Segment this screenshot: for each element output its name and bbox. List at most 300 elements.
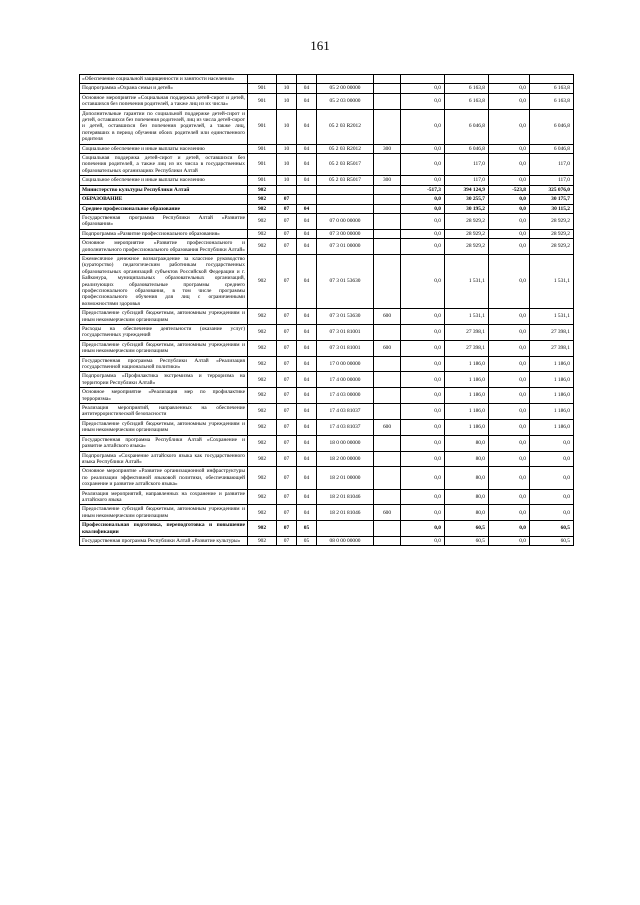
row-value-2-cell: 80,0 [445, 467, 489, 489]
row-subsection-cell: 04 [297, 309, 317, 325]
row-ved-cell: 902 [248, 340, 277, 356]
row-value-3-cell: 0,0 [489, 229, 530, 238]
table-row [80, 229, 574, 238]
row-name-cell: Предоставление субсидий бюджетным, автономным учреждениям и иным некоммерческим организациям [80, 309, 248, 325]
row-ved-cell [248, 75, 277, 84]
row-expense-type-cell [374, 435, 401, 451]
row-value-4-cell: 325 076,0 [530, 185, 574, 194]
row-subsection-cell: 04 [297, 435, 317, 451]
row-name-cell: Подпрограмма «Охрана семьи и детей» [80, 84, 248, 93]
table-body [80, 75, 574, 546]
row-target-article-cell: 18 2 00 00000 [317, 451, 374, 467]
row-subsection-cell: 04 [297, 325, 317, 341]
row-value-2-cell: 1 531,1 [445, 254, 489, 308]
row-target-article-cell: 07 3 01 53630 [317, 254, 374, 308]
row-target-article-cell: 07 3 01 53630 [317, 309, 374, 325]
row-value-3-cell: 0,0 [489, 451, 530, 467]
row-name-cell: Государственная программа Республики Алтай «Сохранение и развитие алтайского языка» [80, 435, 248, 451]
table-row [80, 84, 574, 93]
row-name-cell: Реализация мероприятий, направленных на обеспечение антитеррористической безопасности [80, 404, 248, 420]
row-value-1-cell: 0,0 [401, 195, 445, 204]
row-expense-type-cell: 600 [374, 505, 401, 521]
table-row [80, 254, 574, 308]
row-expense-type-cell [374, 404, 401, 420]
row-ved-cell: 902 [248, 536, 277, 545]
row-name-cell: Расходы на обеспечение деятельности (оказание услуг) государственных учреждений [80, 325, 248, 341]
row-subsection-cell: 05 [297, 536, 317, 545]
row-value-2-cell: 6 163,8 [445, 84, 489, 93]
row-section-cell: 07 [277, 213, 297, 229]
row-value-1-cell: 0,0 [401, 213, 445, 229]
row-subsection-cell: 04 [297, 254, 317, 308]
row-value-3-cell: 0,0 [489, 176, 530, 185]
row-value-1-cell: 0,0 [401, 93, 445, 109]
row-value-1-cell [401, 75, 445, 84]
row-section-cell: 10 [277, 93, 297, 109]
row-name-cell: Государственная программа Республики Алтай «Реализация государственной национальной политики» [80, 356, 248, 372]
row-ved-cell: 902 [248, 372, 277, 388]
row-expense-type-cell [374, 536, 401, 545]
table-row [80, 325, 574, 341]
row-value-2-cell: 30 255,7 [445, 195, 489, 204]
row-value-3-cell: 0,0 [489, 144, 530, 153]
row-ved-cell: 902 [248, 521, 277, 537]
table-row [80, 109, 574, 144]
row-section-cell: 07 [277, 451, 297, 467]
row-expense-type-cell: 600 [374, 419, 401, 435]
row-ved-cell: 902 [248, 467, 277, 489]
row-name-cell: Социальное обеспечение и иные выплаты населению [80, 144, 248, 153]
row-subsection-cell: 04 [297, 144, 317, 153]
row-value-1-cell: 0,0 [401, 435, 445, 451]
row-value-3-cell: 0,0 [489, 388, 530, 404]
row-value-3-cell: 0,0 [489, 521, 530, 537]
row-value-3-cell: 0,0 [489, 254, 530, 308]
row-ved-cell: 902 [248, 419, 277, 435]
row-value-3-cell: 0,0 [489, 154, 530, 176]
row-ved-cell: 902 [248, 435, 277, 451]
row-value-1-cell: 0,0 [401, 489, 445, 505]
row-section-cell: 07 [277, 340, 297, 356]
row-value-4-cell: 6 046,8 [530, 109, 574, 144]
row-value-3-cell: 0,0 [489, 435, 530, 451]
row-expense-type-cell [374, 195, 401, 204]
row-expense-type-cell [374, 372, 401, 388]
row-value-4-cell: 6 046,8 [530, 144, 574, 153]
row-ved-cell: 902 [248, 213, 277, 229]
table-row [80, 75, 574, 84]
row-ved-cell: 902 [248, 185, 277, 194]
row-subsection-cell: 04 [297, 229, 317, 238]
row-expense-type-cell: 600 [374, 309, 401, 325]
row-value-2-cell: 27 398,1 [445, 325, 489, 341]
row-subsection-cell: 04 [297, 213, 317, 229]
row-expense-type-cell [374, 489, 401, 505]
row-name-cell: «Обеспечение социальной защищенности и занятости населения» [80, 75, 248, 84]
row-value-1-cell: 0,0 [401, 84, 445, 93]
row-value-2-cell: 28 929,2 [445, 239, 489, 255]
row-target-article-cell [317, 521, 374, 537]
row-expense-type-cell [374, 93, 401, 109]
row-value-2-cell: 60,5 [445, 521, 489, 537]
row-subsection-cell: 04 [297, 176, 317, 185]
row-value-1-cell: 0,0 [401, 229, 445, 238]
row-target-article-cell: 18 2 01 00000 [317, 467, 374, 489]
row-subsection-cell: 04 [297, 154, 317, 176]
row-name-cell: Предоставление субсидий бюджетным, автономным учреждениям и иным некоммерческим организациям [80, 505, 248, 521]
row-expense-type-cell [374, 229, 401, 238]
row-value-4-cell: 1 186,0 [530, 372, 574, 388]
row-section-cell: 07 [277, 254, 297, 308]
table-row [80, 435, 574, 451]
table-row [80, 239, 574, 255]
row-expense-type-cell [374, 467, 401, 489]
row-value-1-cell: 0,0 [401, 451, 445, 467]
row-value-4-cell: 28 929,2 [530, 213, 574, 229]
row-value-2-cell: 80,0 [445, 451, 489, 467]
row-subsection-cell [297, 185, 317, 194]
row-value-3-cell: 0,0 [489, 536, 530, 545]
row-section-cell: 07 [277, 325, 297, 341]
row-ved-cell: 901 [248, 144, 277, 153]
row-target-article-cell: 17 4 03 00000 [317, 388, 374, 404]
row-name-cell: ОБРАЗОВАНИЕ [80, 195, 248, 204]
row-name-cell: Среднее профессиональное образование [80, 204, 248, 213]
row-value-4-cell: 6 163,8 [530, 84, 574, 93]
row-expense-type-cell [374, 239, 401, 255]
row-value-2-cell: 6 163,8 [445, 93, 489, 109]
row-value-1-cell: 0,0 [401, 109, 445, 144]
row-value-2-cell [445, 75, 489, 84]
row-value-2-cell: 1 186,0 [445, 372, 489, 388]
row-section-cell: 10 [277, 109, 297, 144]
row-target-article-cell: 17 4 03 81037 [317, 404, 374, 420]
row-value-2-cell: 30 195,2 [445, 204, 489, 213]
row-ved-cell: 902 [248, 489, 277, 505]
table-row [80, 176, 574, 185]
row-ved-cell: 901 [248, 84, 277, 93]
row-subsection-cell: 04 [297, 204, 317, 213]
row-value-4-cell: 0,0 [530, 467, 574, 489]
row-value-4-cell: 0,0 [530, 489, 574, 505]
table-row [80, 489, 574, 505]
row-expense-type-cell: 600 [374, 340, 401, 356]
row-value-1-cell: 0,0 [401, 325, 445, 341]
row-ved-cell: 902 [248, 388, 277, 404]
row-target-article-cell: 05 2 03 R5017 [317, 176, 374, 185]
row-target-article-cell: 05 2 03 00000 [317, 93, 374, 109]
row-ved-cell: 901 [248, 176, 277, 185]
row-value-1-cell: 0,0 [401, 404, 445, 420]
row-name-cell: Реализация мероприятий, направленных на сохранение и развитие алтайского языка [80, 489, 248, 505]
row-value-1-cell: 0,0 [401, 388, 445, 404]
table-row [80, 521, 574, 537]
row-name-cell: Основное мероприятие «Реализация мер по профилактике терроризма» [80, 388, 248, 404]
row-section-cell: 07 [277, 435, 297, 451]
row-section-cell: 07 [277, 195, 297, 204]
budget-table [79, 74, 574, 546]
row-target-article-cell: 17 0 00 00000 [317, 356, 374, 372]
row-value-1-cell: 0,0 [401, 536, 445, 545]
row-target-article-cell [317, 204, 374, 213]
row-expense-type-cell [374, 154, 401, 176]
row-section-cell: 07 [277, 536, 297, 545]
row-value-2-cell: 1 531,1 [445, 309, 489, 325]
row-target-article-cell: 05 2 03 R5017 [317, 154, 374, 176]
row-value-1-cell: 0,0 [401, 154, 445, 176]
table-row [80, 195, 574, 204]
row-value-2-cell: 80,0 [445, 505, 489, 521]
row-value-4-cell: 28 929,2 [530, 239, 574, 255]
row-value-2-cell: 28 929,2 [445, 229, 489, 238]
row-target-article-cell: 18 2 01 81046 [317, 505, 374, 521]
row-name-cell: Государственная программа Республики Алтай «Развитие образования» [80, 213, 248, 229]
row-section-cell: 07 [277, 229, 297, 238]
row-section-cell: 10 [277, 176, 297, 185]
row-name-cell: Подпрограмма «Сохранение алтайского языка как государственного языка Республики Алтай» [80, 451, 248, 467]
table-row [80, 419, 574, 435]
row-expense-type-cell [374, 254, 401, 308]
row-value-4-cell: 28 929,2 [530, 229, 574, 238]
row-value-3-cell: 0,0 [489, 419, 530, 435]
row-ved-cell: 902 [248, 309, 277, 325]
row-value-1-cell: 0,0 [401, 521, 445, 537]
row-value-2-cell: 117,0 [445, 176, 489, 185]
row-section-cell [277, 75, 297, 84]
row-value-3-cell: 0,0 [489, 204, 530, 213]
table-row [80, 93, 574, 109]
table-row [80, 404, 574, 420]
row-target-article-cell: 05 2 00 00000 [317, 84, 374, 93]
row-value-2-cell: 6 046,8 [445, 144, 489, 153]
row-value-3-cell: 0,0 [489, 93, 530, 109]
row-value-2-cell: 1 186,0 [445, 356, 489, 372]
row-section-cell: 07 [277, 356, 297, 372]
row-expense-type-cell [374, 109, 401, 144]
row-section-cell: 07 [277, 372, 297, 388]
row-subsection-cell: 04 [297, 109, 317, 144]
row-value-2-cell: 1 186,0 [445, 388, 489, 404]
row-value-3-cell: 0,0 [489, 109, 530, 144]
row-section-cell: 07 [277, 467, 297, 489]
row-name-cell: Социальное обеспечение и иные выплаты населению [80, 176, 248, 185]
row-value-3-cell: 0,0 [489, 467, 530, 489]
row-value-3-cell: 0,0 [489, 340, 530, 356]
row-subsection-cell: 04 [297, 419, 317, 435]
row-ved-cell: 902 [248, 239, 277, 255]
row-value-3-cell: 0,0 [489, 239, 530, 255]
row-value-2-cell: 80,0 [445, 489, 489, 505]
row-value-2-cell: 6 046,8 [445, 109, 489, 144]
row-expense-type-cell [374, 204, 401, 213]
row-value-3-cell: 0,0 [489, 372, 530, 388]
row-name-cell: Основное мероприятие «Социальная поддержка детей-сирот и детей, оставшихся без попечения родителей, а также лиц из их числа» [80, 93, 248, 109]
row-expense-type-cell [374, 75, 401, 84]
row-name-cell: Основное мероприятие «Развитие организационной инфраструктуры по реализации эффективной языковой политики, обеспечивающей сохранение и развитие алтайского языка» [80, 467, 248, 489]
table-row [80, 213, 574, 229]
row-section-cell: 07 [277, 204, 297, 213]
row-value-4-cell: 117,0 [530, 154, 574, 176]
row-value-4-cell: 1 186,0 [530, 419, 574, 435]
row-target-article-cell [317, 195, 374, 204]
row-value-4-cell: 0,0 [530, 435, 574, 451]
row-value-2-cell: 1 186,0 [445, 404, 489, 420]
row-target-article-cell: 07 3 01 81001 [317, 340, 374, 356]
row-subsection-cell [297, 195, 317, 204]
row-target-article-cell: 05 2 03 R2012 [317, 144, 374, 153]
row-section-cell: 07 [277, 239, 297, 255]
row-ved-cell: 902 [248, 404, 277, 420]
row-value-1-cell: 0,0 [401, 340, 445, 356]
row-subsection-cell: 05 [297, 521, 317, 537]
row-value-4-cell: 60,5 [530, 536, 574, 545]
row-section-cell: 07 [277, 309, 297, 325]
row-value-1-cell: 0,0 [401, 239, 445, 255]
row-name-cell: Основное мероприятие «Развитие профессионального и дополнительного профессионального образования Республики Алтай» [80, 239, 248, 255]
row-name-cell: Дополнительные гарантии по социальной поддержке детей-сирот и детей, оставшихся без попечения родителей, лиц из числа детей-сирот и детей, оставшихся без попечения родителей, а также лиц, потерявших в период обучения обоих родителей или единственного родителя [80, 109, 248, 144]
row-value-2-cell: 117,0 [445, 154, 489, 176]
row-name-cell: Государственная программа Республики Алтай «Развитие культуры» [80, 536, 248, 545]
row-name-cell: Профессиональная подготовка, переподготовка и повышение квалификации [80, 521, 248, 537]
row-name-cell: Ежемесячное денежное вознаграждение за классное руководство (кураторство) педагогическим работникам государственных образовательных организаций субъектов Российской Федерации и г. Байконура, муниципальных образовательных организаций, реализующих образовательные программы среднего профессионального образования, в том числе программы профессионального обучения для лиц с ограниченными возможностями здоровья [80, 254, 248, 308]
row-value-4-cell: 30 175,7 [530, 195, 574, 204]
row-value-4-cell: 0,0 [530, 505, 574, 521]
row-expense-type-cell [374, 356, 401, 372]
row-expense-type-cell [374, 451, 401, 467]
page-number: 161 [310, 38, 330, 53]
row-value-1-cell: 0,0 [401, 467, 445, 489]
table-row [80, 372, 574, 388]
row-target-article-cell: 05 2 03 R2012 [317, 109, 374, 144]
row-value-4-cell: 27 398,1 [530, 325, 574, 341]
row-value-1-cell: 0,0 [401, 204, 445, 213]
row-value-1-cell: 0,0 [401, 419, 445, 435]
row-value-3-cell: 0,0 [489, 213, 530, 229]
row-ved-cell: 901 [248, 154, 277, 176]
row-section-cell: 07 [277, 521, 297, 537]
row-section-cell: 10 [277, 84, 297, 93]
row-ved-cell: 902 [248, 505, 277, 521]
row-name-cell: Предоставление субсидий бюджетным, автономным учреждениям и иным некоммерческим организациям [80, 419, 248, 435]
row-expense-type-cell: 300 [374, 176, 401, 185]
row-value-4-cell: 1 186,0 [530, 388, 574, 404]
row-ved-cell: 902 [248, 325, 277, 341]
row-value-2-cell: 60,5 [445, 536, 489, 545]
table-row [80, 309, 574, 325]
row-value-1-cell: -517,3 [401, 185, 445, 194]
row-expense-type-cell [374, 325, 401, 341]
table-row [80, 388, 574, 404]
row-section-cell: 10 [277, 154, 297, 176]
table-row [80, 451, 574, 467]
row-ved-cell: 902 [248, 254, 277, 308]
row-ved-cell: 902 [248, 195, 277, 204]
row-value-4-cell: 1 531,1 [530, 254, 574, 308]
row-value-1-cell: 0,0 [401, 254, 445, 308]
row-name-cell: Предоставление субсидий бюджетным, автономным учреждениям и иным некоммерческим организациям [80, 340, 248, 356]
row-ved-cell: 902 [248, 451, 277, 467]
row-value-1-cell: 0,0 [401, 372, 445, 388]
row-subsection-cell: 04 [297, 93, 317, 109]
row-subsection-cell: 04 [297, 239, 317, 255]
row-subsection-cell [297, 75, 317, 84]
row-value-3-cell: 0,0 [489, 404, 530, 420]
row-value-3-cell: 0,0 [489, 309, 530, 325]
row-ved-cell: 901 [248, 109, 277, 144]
row-target-article-cell: 08 0 00 00000 [317, 536, 374, 545]
row-target-article-cell: 07 3 01 00000 [317, 239, 374, 255]
row-expense-type-cell [374, 388, 401, 404]
row-expense-type-cell [374, 213, 401, 229]
table-row [80, 154, 574, 176]
row-value-2-cell: 394 124,9 [445, 185, 489, 194]
row-value-4-cell: 117,0 [530, 176, 574, 185]
row-section-cell [277, 185, 297, 194]
row-target-article-cell: 07 3 00 00000 [317, 229, 374, 238]
row-value-2-cell: 27 398,1 [445, 340, 489, 356]
row-ved-cell: 901 [248, 93, 277, 109]
row-value-4-cell: 6 163,8 [530, 93, 574, 109]
row-target-article-cell: 07 0 00 00000 [317, 213, 374, 229]
row-value-4-cell: 1 186,0 [530, 356, 574, 372]
row-expense-type-cell: 300 [374, 144, 401, 153]
row-ved-cell: 902 [248, 356, 277, 372]
row-subsection-cell: 04 [297, 505, 317, 521]
row-subsection-cell: 04 [297, 404, 317, 420]
row-target-article-cell: 18 2 01 81046 [317, 489, 374, 505]
row-value-3-cell: 0,0 [489, 356, 530, 372]
row-value-4-cell: 27 398,1 [530, 340, 574, 356]
row-value-4-cell: 0,0 [530, 451, 574, 467]
row-value-3-cell: 0,0 [489, 195, 530, 204]
row-value-2-cell: 1 186,0 [445, 419, 489, 435]
row-value-4-cell [530, 75, 574, 84]
row-target-article-cell: 17 4 00 00000 [317, 372, 374, 388]
row-value-4-cell: 30 115,2 [530, 204, 574, 213]
row-subsection-cell: 04 [297, 356, 317, 372]
row-subsection-cell: 04 [297, 372, 317, 388]
row-value-3-cell [489, 75, 530, 84]
row-expense-type-cell [374, 185, 401, 194]
row-ved-cell: 902 [248, 204, 277, 213]
row-section-cell: 07 [277, 505, 297, 521]
row-name-cell: Подпрограмма «Развитие профессионального образования» [80, 229, 248, 238]
row-subsection-cell: 04 [297, 467, 317, 489]
row-subsection-cell: 04 [297, 84, 317, 93]
table-row [80, 505, 574, 521]
row-target-article-cell: 17 4 03 81037 [317, 419, 374, 435]
row-expense-type-cell [374, 84, 401, 93]
row-target-article-cell [317, 185, 374, 194]
row-section-cell: 10 [277, 144, 297, 153]
table-row [80, 204, 574, 213]
row-section-cell: 07 [277, 489, 297, 505]
row-name-cell: Подпрограмма «Профилактика экстремизма и терроризма на территории Республики Алтай» [80, 372, 248, 388]
row-value-1-cell: 0,0 [401, 176, 445, 185]
row-value-1-cell: 0,0 [401, 144, 445, 153]
row-value-3-cell: 0,0 [489, 325, 530, 341]
row-value-3-cell: -523,8 [489, 185, 530, 194]
row-expense-type-cell [374, 521, 401, 537]
table-row [80, 536, 574, 545]
row-value-3-cell: 0,0 [489, 489, 530, 505]
table-row [80, 467, 574, 489]
row-subsection-cell: 04 [297, 340, 317, 356]
table-row [80, 356, 574, 372]
row-name-cell: Социальная поддержка детей-сирот и детей, оставшихся без попечения родителей, а также лиц из их числа в государственных образовательных организациях Республики Алтай [80, 154, 248, 176]
row-value-4-cell: 1 531,1 [530, 309, 574, 325]
row-value-1-cell: 0,0 [401, 356, 445, 372]
